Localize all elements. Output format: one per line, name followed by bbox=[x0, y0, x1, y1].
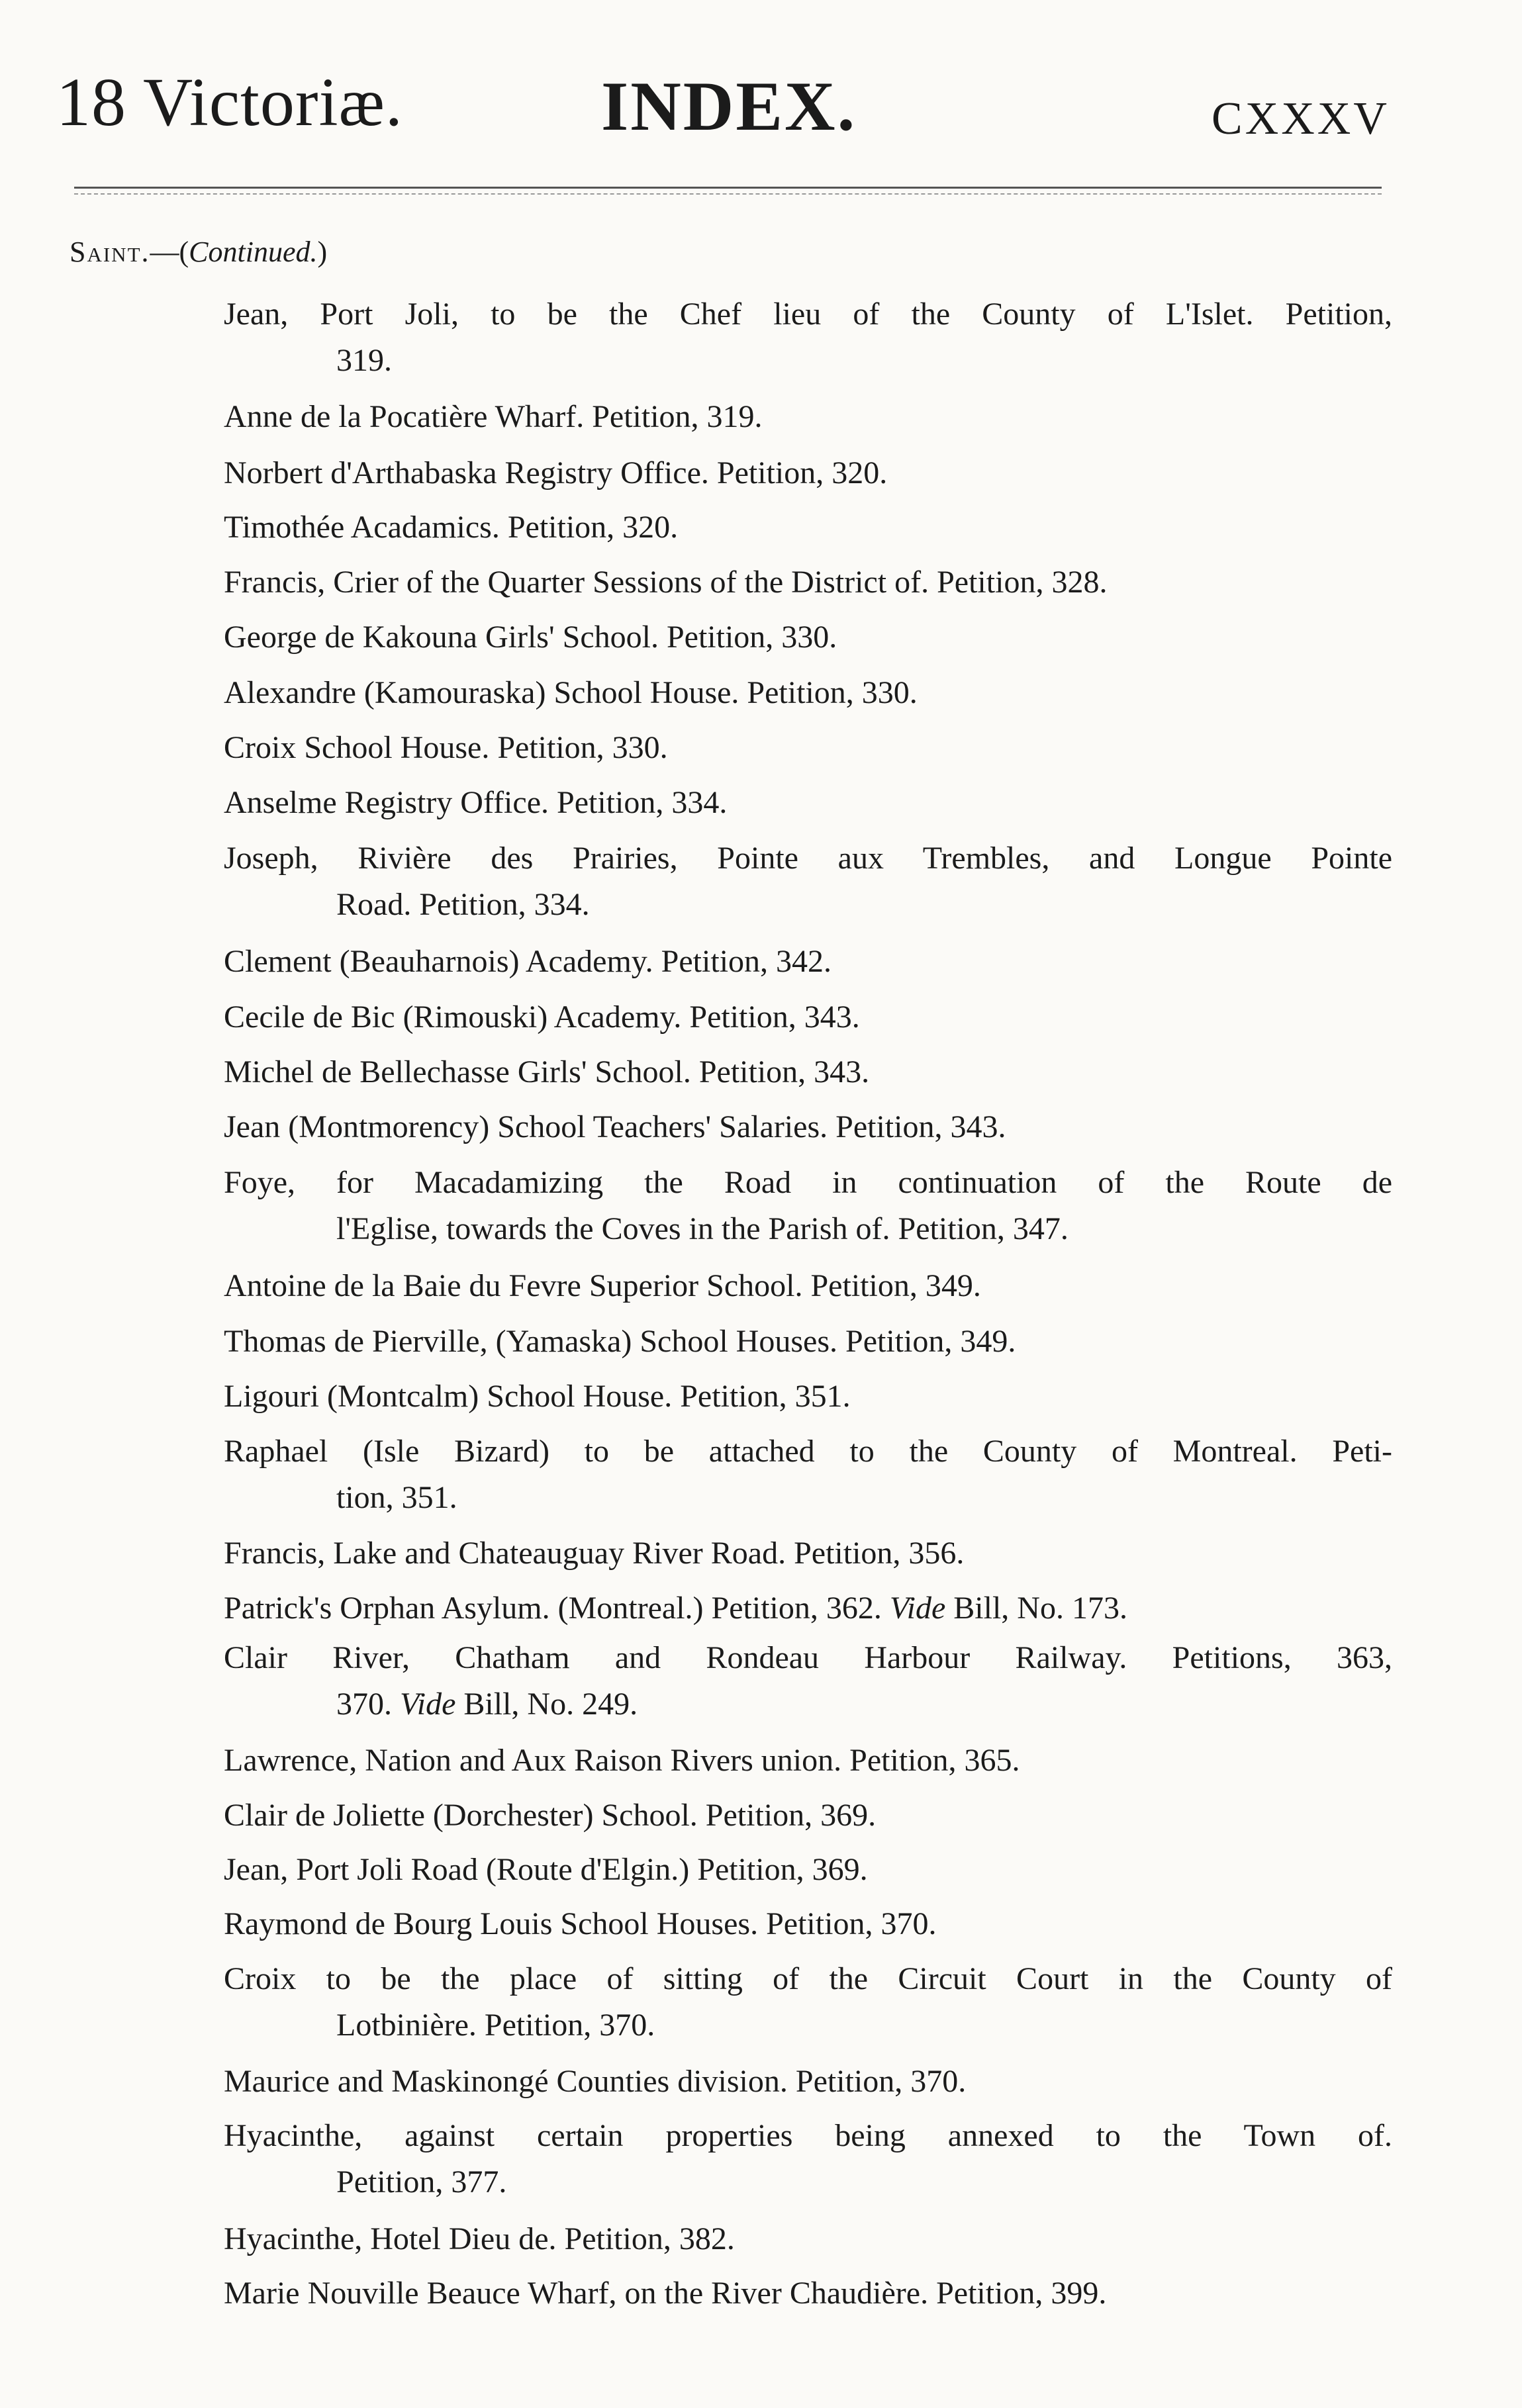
entry-continuation: Lotbinière. Petition, 370. bbox=[336, 2008, 655, 2043]
section-heading-dash: —( bbox=[150, 236, 189, 268]
entry-line: Thomas de Pierville, (Yamaska) School Houses. Petition, 349. bbox=[224, 1324, 1016, 1359]
entry-line: Norbert d'Arthabaska Registry Office. Petition, 320. bbox=[224, 455, 888, 490]
index-entry bbox=[224, 1428, 1392, 1521]
index-entry bbox=[224, 1901, 1392, 1947]
index-entry bbox=[224, 291, 1392, 384]
entry-line: Clement (Beauharnois) Academy. Petition, 342. bbox=[224, 944, 832, 979]
entry-line: Ligouri (Montcalm) School House. Petition, 351. bbox=[224, 1379, 851, 1414]
entry-line: Raphael (Isle Bizard) to be attached to the County of Montreal. Peti- bbox=[224, 1434, 1392, 1469]
index-entry bbox=[224, 559, 1392, 606]
index-entry bbox=[224, 1373, 1392, 1420]
entry-continuation: tion, 351. bbox=[336, 1480, 457, 1515]
entry-line: Francis, Crier of the Quarter Sessions of the District of. Petition, 328. bbox=[224, 565, 1108, 600]
index-entry bbox=[224, 2059, 1392, 2105]
header-rule bbox=[74, 187, 1382, 189]
entry-line: Anne de la Pocatière Wharf. Petition, 319. bbox=[224, 399, 763, 434]
entry-continuation bbox=[224, 1681, 1392, 1728]
entry-line: Cecile de Bic (Rimouski) Academy. Petition, 343. bbox=[224, 999, 860, 1035]
entry-line bbox=[224, 1585, 1392, 1632]
index-entry bbox=[224, 1160, 1392, 1252]
entry-line: Marie Nouville Beauce Wharf, on the River Chaudière. Petition, 399. bbox=[224, 2276, 1107, 2311]
index-entry bbox=[224, 994, 1392, 1041]
section-heading bbox=[70, 235, 327, 269]
entry-line: Clair River, Chatham and Rondeau Harbour Railway. Petitions, 363, bbox=[224, 1640, 1392, 1675]
index-entry bbox=[224, 1956, 1392, 2049]
index-entry bbox=[224, 780, 1392, 826]
index-entry bbox=[224, 670, 1392, 716]
index-entry bbox=[224, 1847, 1392, 1893]
entry-line: Timothée Acadamics. Petition, 320. bbox=[224, 510, 679, 545]
entry-line: Jean, Port Joli Road (Route d'Elgin.) Petition, 369. bbox=[224, 1852, 868, 1887]
header-rule-secondary bbox=[74, 193, 1382, 195]
entry-line: Michel de Bellechasse Girls' School. Petition, 343. bbox=[224, 1054, 870, 1089]
vide-ref: Vide bbox=[889, 1591, 946, 1626]
index-entry bbox=[224, 614, 1392, 661]
index-entry bbox=[224, 2216, 1392, 2262]
entry-line: Jean (Montmorency) School Teachers' Salaries. Petition, 343. bbox=[224, 1109, 1006, 1144]
entry-continuation: Road. Petition, 334. bbox=[336, 887, 590, 922]
vide-ref: Vide bbox=[400, 1687, 456, 1722]
entry-line: Hyacinthe, Hotel Dieu de. Petition, 382. bbox=[224, 2221, 735, 2256]
index-entry bbox=[224, 2270, 1392, 2317]
entry-line: George de Kakouna Girls' School. Petition, 330. bbox=[224, 620, 837, 655]
entry-continuation: Petition, 377. bbox=[336, 2164, 507, 2200]
section-heading-close: ) bbox=[317, 236, 328, 268]
page-number: CXXXV bbox=[1212, 93, 1390, 144]
index-entry bbox=[224, 939, 1392, 985]
running-head-session: 18 Victoriæ. bbox=[56, 64, 403, 140]
index-entry bbox=[224, 1530, 1392, 1577]
running-head-title: INDEX. bbox=[601, 68, 857, 145]
entry-line: Antoine de la Baie du Fevre Superior School. Petition, 349. bbox=[224, 1268, 981, 1303]
bill-ref: Bill, No. 249. bbox=[463, 1687, 638, 1722]
entry-line: Francis, Lake and Chateauguay River Road. Petition, 356. bbox=[224, 1536, 965, 1571]
entry-line: Hyacinthe, against certain properties being annexed to the Town of. bbox=[224, 2118, 1392, 2153]
index-entry bbox=[224, 1319, 1392, 1365]
index-entry bbox=[224, 725, 1392, 771]
entry-line: Anselme Registry Office. Petition, 334. bbox=[224, 785, 728, 820]
entry-line: Joseph, Rivière des Prairies, Pointe aux Trembles, and Longue Pointe bbox=[224, 841, 1392, 876]
entry-line: Clair de Joliette (Dorchester) School. Petition, 369. bbox=[224, 1798, 877, 1833]
entry-line: Croix School House. Petition, 330. bbox=[224, 730, 668, 765]
index-entry bbox=[224, 1263, 1392, 1309]
index-entry bbox=[224, 2113, 1392, 2205]
index-entry bbox=[224, 1792, 1392, 1839]
entry-continuation: 319. bbox=[336, 343, 392, 378]
entry-text: 370. bbox=[336, 1687, 392, 1722]
index-entry bbox=[224, 1049, 1392, 1095]
section-heading-word: Saint. bbox=[70, 236, 150, 268]
index-entry bbox=[224, 394, 1392, 440]
index-entry bbox=[224, 504, 1392, 551]
bill-ref: Bill, No. 173. bbox=[953, 1591, 1127, 1626]
entry-line: Raymond de Bourg Louis School Houses. Petition, 370. bbox=[224, 1906, 937, 1941]
entry-line: Lawrence, Nation and Aux Raison Rivers union. Petition, 365. bbox=[224, 1743, 1020, 1778]
index-entry bbox=[224, 1585, 1392, 1632]
entry-line: Alexandre (Kamouraska) School House. Petition, 330. bbox=[224, 675, 918, 710]
entry-line: Foye, for Macadamizing the Road in continuation of the Route de bbox=[224, 1165, 1392, 1200]
page-header bbox=[0, 0, 1522, 185]
entry-line: Jean, Port Joli, to be the Chef lieu of the County of L'Islet. Petition, bbox=[224, 297, 1392, 332]
index-entry bbox=[224, 450, 1392, 496]
index-entry bbox=[224, 1737, 1392, 1784]
entry-line: Croix to be the place of sitting of the Circuit Court in the County of bbox=[224, 1961, 1392, 1996]
index-entry bbox=[224, 835, 1392, 928]
entry-line: Maurice and Maskinongé Counties division. Petition, 370. bbox=[224, 2064, 967, 2099]
index-entry bbox=[224, 1104, 1392, 1150]
entry-text: Patrick's Orphan Asylum. (Montreal.) Petition, 362. bbox=[224, 1591, 882, 1626]
entry-continuation: l'Eglise, towards the Coves in the Parish of. Petition, 347. bbox=[336, 1211, 1069, 1246]
section-heading-continued: Continued. bbox=[189, 236, 318, 268]
index-entry bbox=[224, 1635, 1392, 1728]
